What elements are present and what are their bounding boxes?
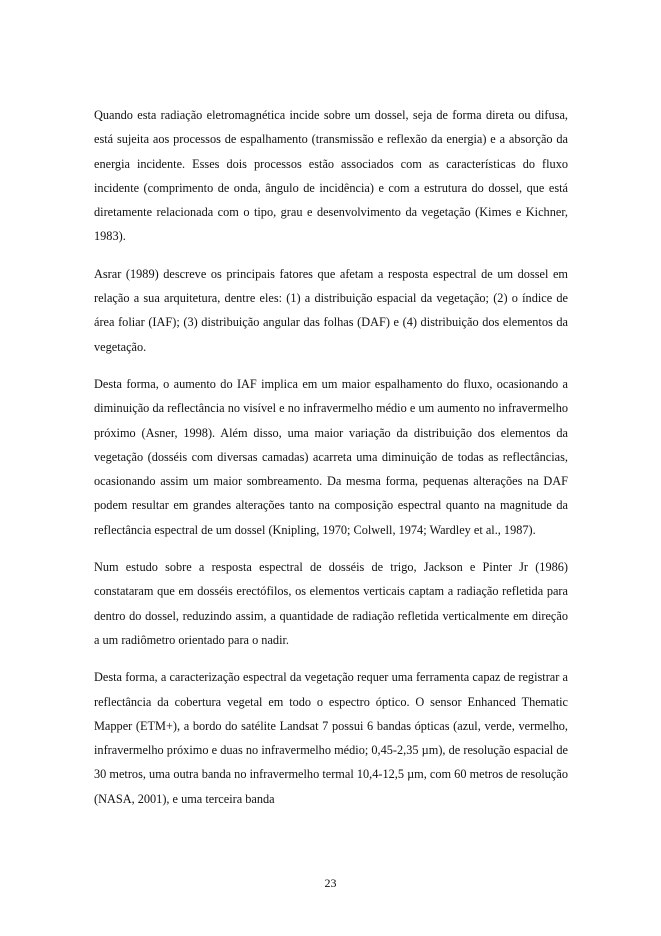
paragraph-2: Asrar (1989) descreve os principais fatores que afetam a resposta espectral de um dossel em relação a sua arquitetura, dentre eles: (1) a distribuição espacial da vegetação; (2) o índice de área foliar (IAF); (3) distribuição angular das folhas (DAF) e (4) distribuição dos elementos da vegetação. [94, 266, 568, 354]
paragraph-1: Quando esta radiação eletromagnética incide sobre um dossel, seja de forma direta ou difusa, está sujeita aos processos de espalhamento (transmissão e reflexão da energia) e a absorção da energia incidente. Esses dois processos estão associados com as características do fluxo incidente (comprimento de onda, ângulo de incidência) e com a estrutura do dossel, que está diretamente relacionada com o tipo, grau e desenvolvimento da vegetação (Kimes e Kichner, 1983). [94, 108, 568, 244]
page-number: 23 [324, 876, 337, 890]
body-text [94, 103, 568, 811]
paragraph-3: Desta forma, o aumento do IAF implica em um maior espalhamento do fluxo, ocasionando a diminuição da reflectância no visível e no infravermelho médio e um aumento no infravermelho próximo (Asner, 1998). Além disso, uma maior variação da distribuição dos elementos da vegetação (dosséis com diversas camadas) acarreta uma diminuição de todas as reflectâncias, ocasionando assim um maior sombreamento. Da mesma forma, pequenas alterações na DAF podem resultar em grandes alterações tanto na composição espectral quanto na magnitude da reflectância espectral de um dossel (Knipling, 1970; Colwell, 1974; Wardley et al., 1987). [94, 376, 568, 537]
paragraph-4: Num estudo sobre a resposta espectral de dosséis de trigo, Jackson e Pinter Jr (1986) constataram que em dosséis erectófilos, os elementos verticais captam a radiação refletida para dentro do dossel, reduzindo assim, a quantidade de radiação refletida verticalmente em direção a um radiômetro orientado para o nadir. [94, 560, 568, 647]
paragraph-5: Desta forma, a caracterização espectral da vegetação requer uma ferramenta capaz de registrar a reflectância da cobertura vegetal em todo o espectro óptico. O sensor Enhanced Thematic Mapper (ETM+), a bordo do satélite Landsat 7 possui 6 bandas ópticas (azul, verde, vermelho, infravermelho próximo e duas no infravermelho médio; 0,45-2,35 µm), de resolução espacial de 30 metros, uma outra banda no infravermelho termal 10,4-12,5 µm, com 60 metros de resolução (NASA, 2001), e uma terceira banda [94, 670, 568, 806]
